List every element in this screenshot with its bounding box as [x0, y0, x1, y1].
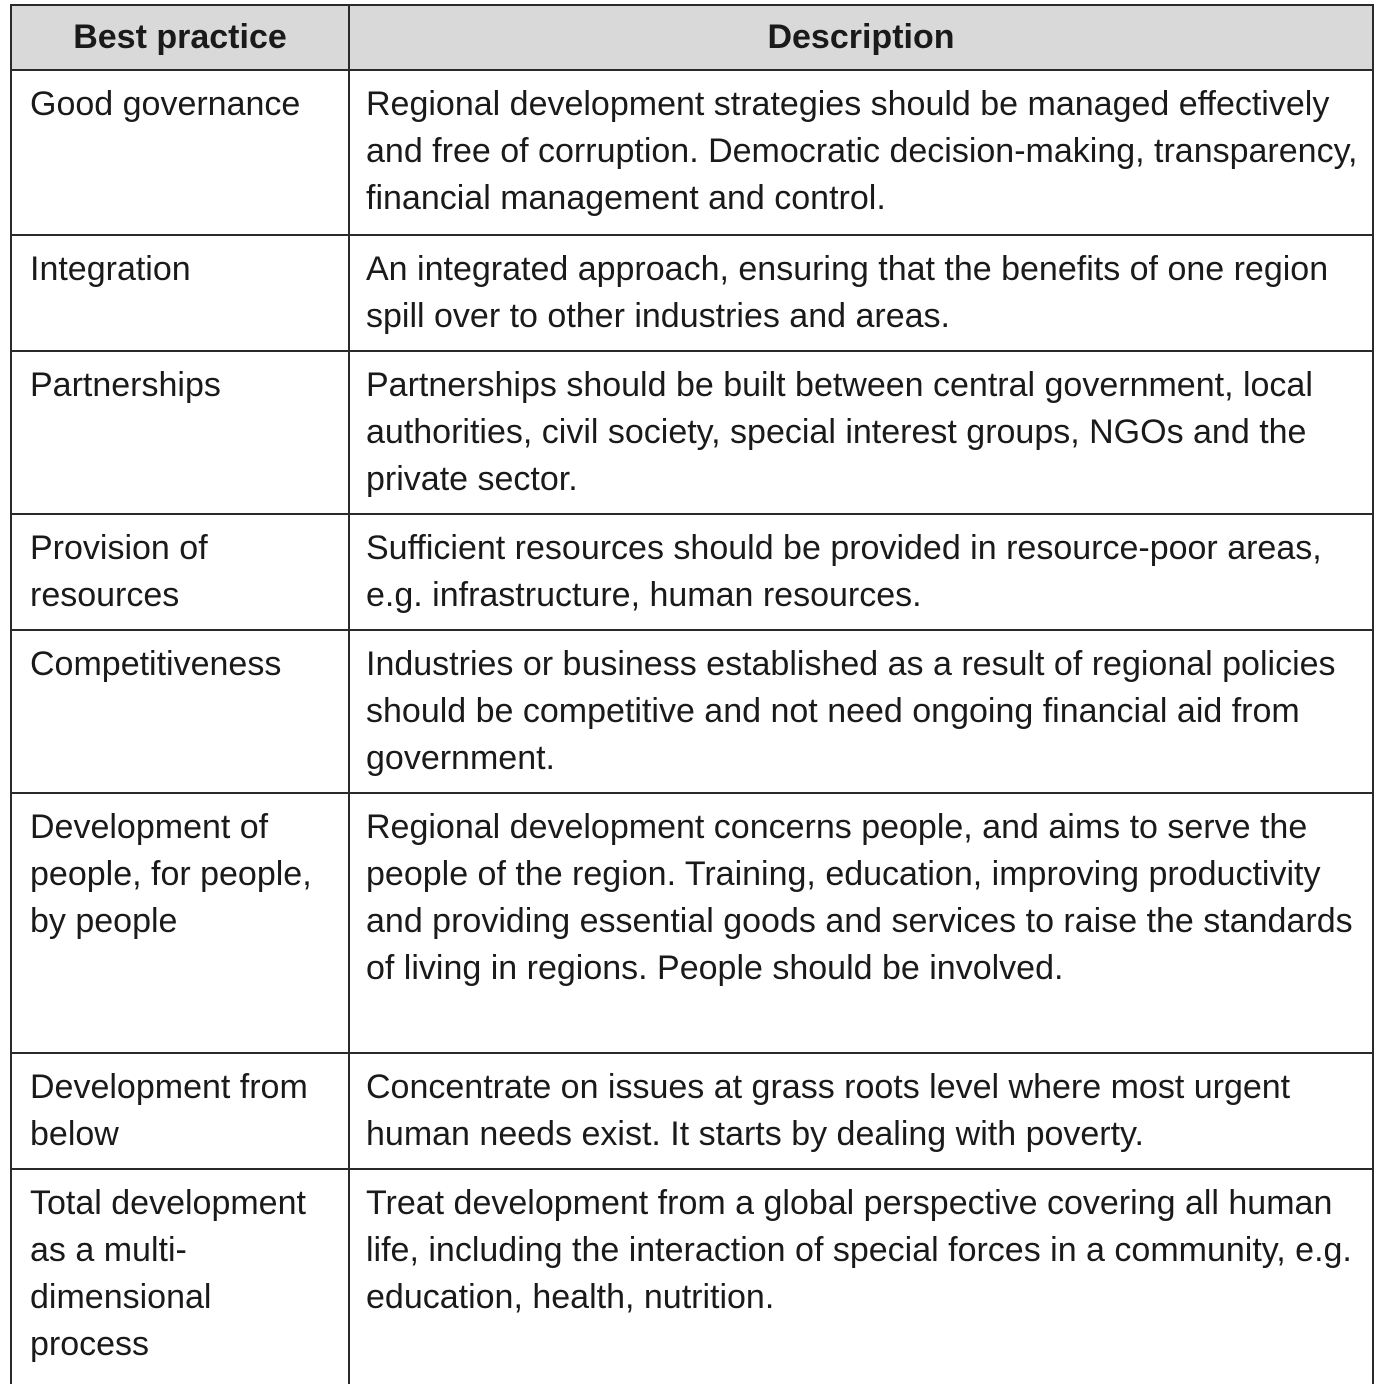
practice-cell: Development from below — [11, 1053, 349, 1169]
practice-cell: Partnerships — [11, 351, 349, 514]
practice-cell: Integration — [11, 235, 349, 351]
description-cell: Regional development concerns people, and aims to serve the people of the region. Training, education, improving productivity and providing essential goods and services to raise the standards of living in regions. People should be involved. — [349, 793, 1373, 1053]
practice-cell: Development of people, for people, by people — [11, 793, 349, 1053]
table-row — [11, 1053, 1373, 1169]
practice-cell: Competitiveness — [11, 630, 349, 793]
description-cell: Industries or business established as a result of regional policies should be competitive and not need ongoing financial aid from government. — [349, 630, 1373, 793]
table-row — [11, 514, 1373, 630]
table-row — [11, 235, 1373, 351]
description-cell: Regional development strategies should be managed effectively and free of corruption. Democratic decision-making, transparency, financial management and control. — [349, 70, 1373, 235]
table-row — [11, 351, 1373, 514]
table-row — [11, 70, 1373, 235]
description-cell: Sufficient resources should be provided in resource-poor areas, e.g. infrastructure, human resources. — [349, 514, 1373, 630]
column-header-description: Description — [349, 5, 1373, 70]
table-header-row — [11, 5, 1373, 70]
table-row — [11, 1169, 1373, 1384]
table-row — [11, 793, 1373, 1053]
column-header-best-practice: Best practice — [11, 5, 349, 70]
best-practice-table-container — [10, 4, 1372, 1384]
description-cell: Treat development from a global perspective covering all human life, including the interaction of special forces in a community, e.g. education, health, nutrition. — [349, 1169, 1373, 1384]
practice-cell: Total development as a multi-dimensional process — [11, 1169, 349, 1384]
table-row — [11, 630, 1373, 793]
best-practice-table — [10, 4, 1374, 1384]
practice-cell: Provision of resources — [11, 514, 349, 630]
practice-cell: Good governance — [11, 70, 349, 235]
description-cell: Partnerships should be built between central government, local authorities, civil society, special interest groups, NGOs and the private sector. — [349, 351, 1373, 514]
description-cell: Concentrate on issues at grass roots level where most urgent human needs exist. It starts by dealing with poverty. — [349, 1053, 1373, 1169]
description-cell: An integrated approach, ensuring that the benefits of one region spill over to other industries and areas. — [349, 235, 1373, 351]
